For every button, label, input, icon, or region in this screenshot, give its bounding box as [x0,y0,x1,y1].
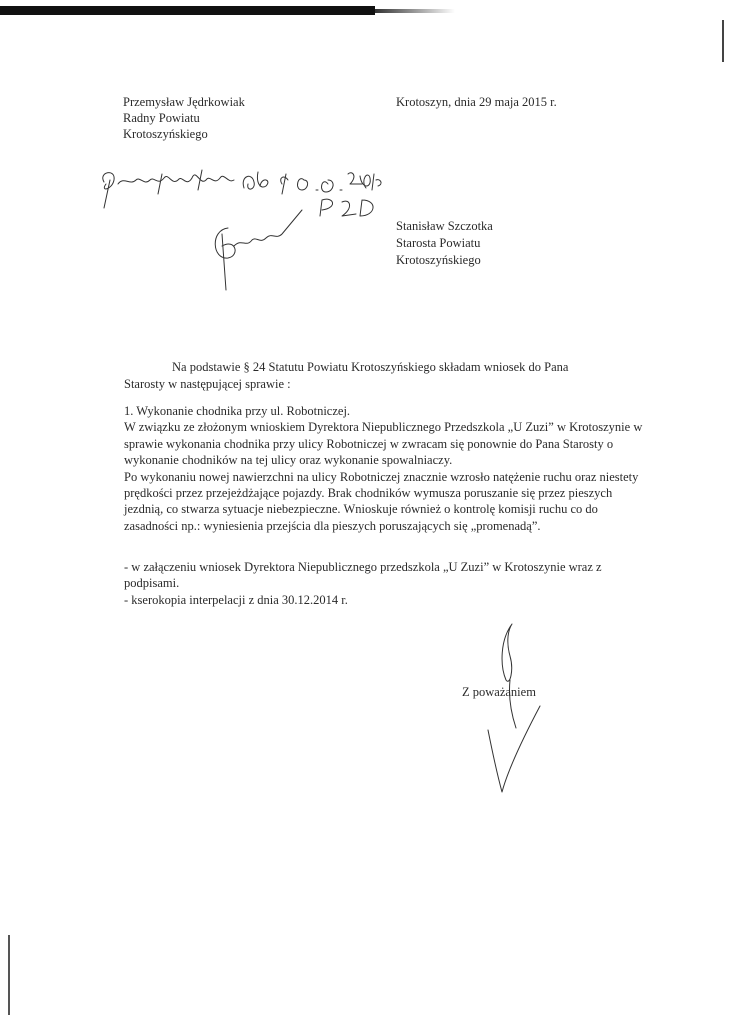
body-point-1: 1. Wykonanie chodnika przy ul. Robotniczej. [124,404,351,418]
sender-name: Przemysław Jędrkowiak [123,95,245,109]
signature [470,620,560,805]
recipient-title: Starosta Powiatu [396,236,481,250]
letter-body [124,403,644,534]
recipient-block [396,218,493,269]
letter-date: Krotoszyn, dnia 29 maja 2015 r. [396,95,557,109]
intro-paragraph [124,359,574,393]
sender-district: Krotoszyńskiego [123,127,208,141]
attachment-item-2: - kserokopia interpelacji z dnia 30.12.2014 r. [124,592,348,607]
recipient-name: Stanisław Szczotka [396,219,493,233]
attachments-list [124,559,644,608]
handwritten-annotation [90,150,390,305]
scan-edge-top [0,6,375,15]
closing-salutation: Z poważaniem [462,685,536,699]
sender-block [123,94,245,142]
scan-edge-top-fade [375,9,455,13]
scan-edge-left [8,935,10,1015]
attachment-item-1: - w załączeniu wniosek Dyrektora Niepublicznego przedszkola „U Zuzi” w Krotoszynie wraz z podpisami. [124,560,602,591]
handwritten-note-sketch [90,150,390,300]
sender-title: Radny Powiatu [123,111,200,125]
body-paragraph-2: Po wykonaniu nowej nawierzchni na ulicy Robotniczej znacznie wzrosło natężenie ruchu oraz niestety prędkości przez przejeżdżające pojazdy. Brak chodników wymusza poruszanie się przez pieszych jezdnią, co stwarza sytuacje niebezpieczne. Wnioskuje również o kontrolę komisji ruchu co do zasadności np.: wyniesienia przejścia dla pieszych poruszających się „promenadą”. [124,469,639,533]
recipient-district: Krotoszyńskiego [396,253,481,267]
intro-text: Na podstawie § 24 Statutu Powiatu Krotoszyńskiego składam wniosek do Pana Starosty w następującej sprawie : [124,360,569,391]
body-paragraph-1: W związku ze złożonym wnioskiem Dyrektora Niepublicznego Przedszkola „U Zuzi” w Krotoszynie w sprawie wykonania chodnika przy ulicy Robotniczej w zwracam się ponownie do Pana Starosty o wykonanie chodników na tej ulicy oraz wykonanie spowalniaczy. [124,420,643,468]
scan-edge-right [722,20,724,62]
signature-sketch [470,620,560,800]
